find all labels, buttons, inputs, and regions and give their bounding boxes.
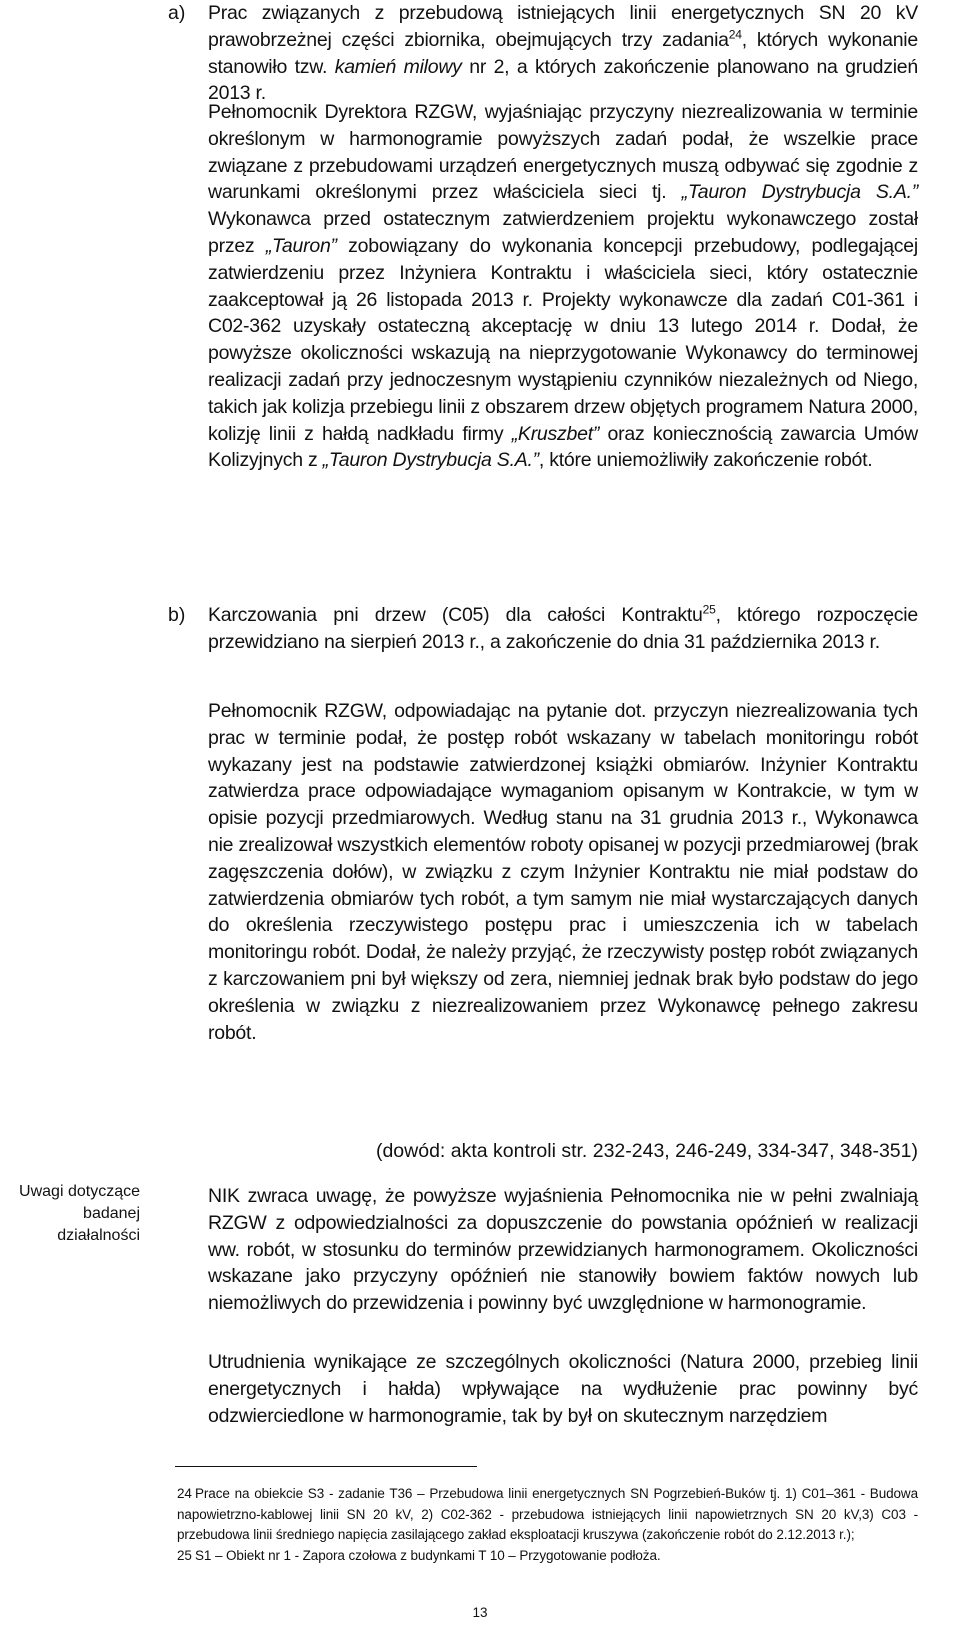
footnote-text: S1 – Obiekt nr 1 - Zapora czołowa z budynkami T 10 – Przygotowanie podłoża. — [195, 1547, 661, 1563]
text-run: , którego rozpoczęcie przewidziano na sierpień 2013 r., a zakończenie do dnia 31 października 2013 r. — [208, 604, 918, 653]
italic-term: kamień milowy — [334, 55, 462, 78]
footnotes — [177, 1484, 918, 1566]
list-item-b-text — [208, 602, 918, 656]
paragraph-explanation-b — [208, 698, 918, 1046]
italic-term: „Tauron” — [265, 234, 337, 257]
list-item-b — [208, 602, 918, 656]
paragraph-text: NIK zwraca uwagę, że powyższe wyjaśnienia Pełnomocnika nie w pełni zwalniają RZGW z odpowiedzialności za dopuszczenie do powstania opóźnień w realizacji ww. robót, w stosunku do terminów przewidzianych harmonogramem. Okoliczności wskazane jako przyczyny opóźnień nie stanowiły bowiem faktów nowych lub niemożliwych do przewidzenia i powinny być uwzględnione w harmonogramie. — [208, 1185, 918, 1315]
paragraph-text — [208, 99, 918, 474]
nik-remarks-paragraph-2 — [208, 1349, 918, 1429]
text-run: oraz koniecznością zawarcia Umów Kolizyjnych z — [208, 422, 918, 472]
footnote-ref-24[interactable]: 24 — [728, 27, 742, 42]
italic-term: „Tauron Dystrybucja S.A.” — [322, 449, 539, 472]
list-item-a-text — [208, 0, 918, 107]
paragraph-text: Utrudnienia wynikające ze szczególnych okoliczności (Natura 2000, przebieg linii energetycznych i hałda) wpływające na wydłużenie prac powinny być odzwierciedlone w harmonogramie, tak by był on skutecznym narzędziem — [208, 1351, 918, 1427]
footnote-number: 24 — [177, 1486, 192, 1501]
list-marker-a: a) — [168, 2, 186, 24]
footnote-24 — [177, 1484, 918, 1546]
text-run: Pełnomocnik Dyrektora RZGW, wyjaśniając przyczyny niezrealizowania w terminie określonym w harmonogramie powyższych zadań podał, że wszelkie prace związane z przebudowami urządzeń energetycznych muszą odbywać się zgodnie z warunkami określonymi przez właściciela sieci tj. — [208, 101, 918, 204]
footnote-separator — [175, 1466, 477, 1467]
text-run: Wykonawca przed ostatecznym zatwierdzeniem projektu wykonawczego został przez — [208, 208, 918, 257]
footnote-25 — [177, 1546, 918, 1567]
text-run: zobowiązany do wykonania koncepcji przebudowy, podlegającej zatwierdzeniu przez Inżyniera Kontraktu i właściciela sieci, który ostatecznie zaakceptował ją 26 listopada 2013 r. Projekty wykonawcze dla zadań C01-361 i C02-362 uzyskały ostateczną akceptację w dniu 13 lutego 2014 r. Dodał, że powyższe okoliczności wskazują na nieprzygotowanie Wykonawcy do terminowej realizacji zadań przy jednoczesnym wystąpieniu czynników niezależnych od Niego, takich jak kolizja przebiegu linii z obszarem drzew objętych programem Natura 2000, kolizję linii z hałdą nadkładu firmy — [208, 234, 918, 445]
italic-term: „Tauron Dystrybucja S.A.” — [681, 181, 918, 204]
footnote-ref-25[interactable]: 25 — [702, 602, 716, 617]
text-run: nr 2, a których zakończenie planowano na grudzień 2013 r. — [208, 55, 918, 105]
footnote-text: Prace na obiekcie S3 - zadanie T36 – Przebudowa linii energetycznych SN Pogrzebień-Buków tj. 1) C01–361 - Budowa napowietrzno-kablowej linii SN 20 kV, 2) C02-362 - przebudowa istniejących linii napowietrznych SN 20 kV,3) C03 - przebudowa linii średniego napięcia zasilającego zakład eksploatacji kruszywa (zakończenie robót do 2.12.2013 r.); — [177, 1486, 918, 1543]
list-marker-b: b) — [168, 604, 186, 626]
text-run: , które uniemożliwiły zakończenie robót. — [538, 449, 873, 472]
text-run: , których wykonanie stanowiło tzw. — [208, 28, 918, 78]
footnote-number: 25 — [177, 1547, 192, 1563]
evidence-reference: (dowód: akta kontroli str. 232-243, 246-249, 334-347, 348-351) — [375, 1140, 918, 1162]
text-run: Karczowania pni drzew (C05) dla całości Kontraktu — [208, 604, 703, 626]
text-run: Prac związanych z przebudową istniejących linii energetycznych SN 20 kV prawobrzeżnej części zbiornika, obejmujących trzy zadania — [208, 2, 918, 51]
nik-remarks-paragraph-1 — [208, 1183, 918, 1317]
paragraph-explanation-a — [208, 99, 918, 474]
italic-term: „Kruszbet” — [511, 422, 600, 445]
paragraph-text: Pełnomocnik RZGW, odpowiadając na pytanie dot. przyczyn niezrealizowania tych prac w terminie podał, że postęp robót wskazany w tabelach monitoringu robót wykazany jest na podstawie zatwierdzonej książki obmiarów. Inżynier Kontraktu zatwierdza prace odpowiadające wymaganiom opisanym w Kontrakcie, w tym w opisie pozycji przedmiarowych. Według stanu na 31 grudnia 2013 r., Wykonawca nie zrealizował wszystkich elementów roboty opisanej w pozycji przedmiarowej (brak zagęszczenia dołów), w związku z czym Inżynier Kontraktu nie miał podstaw do zatwierdzenia obmiarów tych robót, a tym samym nie miał wystarczających danych do określenia rzeczywistego postępu prac i umieszczenia ich w tabelach monitoringu robót. Dodał, że należy przyjąć, że rzeczywisty postęp robót związanych z karczowaniem pni był większy od zera, niemniej jednak brak było podstaw do jego określenia w związku z niezrealizowaniem przez Wykonawcę pełnego zakresu robót. — [208, 700, 918, 1044]
margin-note: Uwagi dotyczące badanej działalności — [19, 1183, 140, 1244]
page-number: 13 — [472, 1605, 488, 1620]
list-item-a — [208, 0, 918, 107]
